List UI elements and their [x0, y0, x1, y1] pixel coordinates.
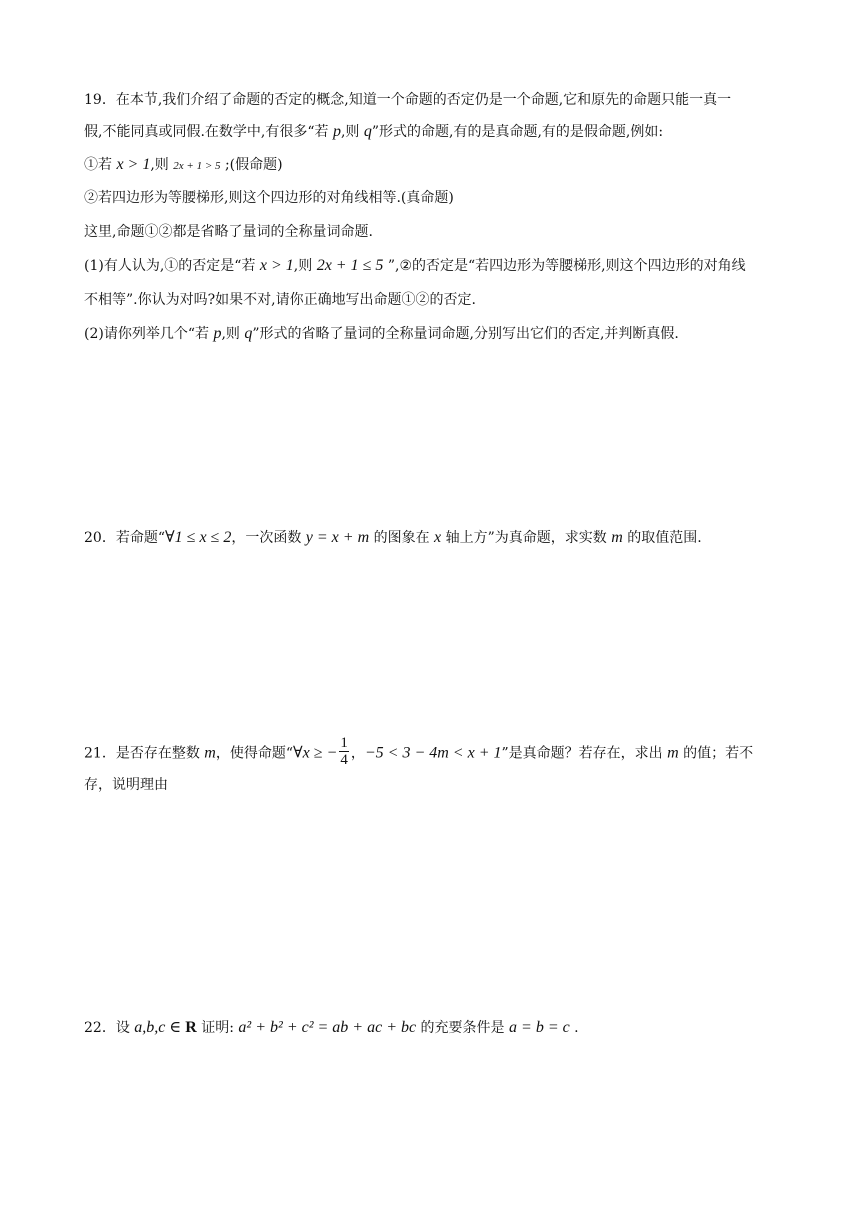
part-2-text: ”形式的省略了量词的全称量词命题,分别写出它们的否定,并判断真假.: [252, 326, 679, 342]
q21-text: 是否存在整数: [115, 745, 205, 762]
math-x: x: [434, 529, 442, 546]
q19-line-1: [84, 90, 731, 110]
math-conclusion: a = b = c: [509, 1019, 570, 1036]
q21-number: 21．: [84, 745, 116, 762]
q19-example-2: ②若四边形为等腰梯形,则这个四边形的对角线相等.(真命题): [84, 190, 454, 206]
math-q: q: [244, 325, 253, 342]
q20-text: 的图象在: [369, 530, 435, 546]
part-2-text: (2)请你列举几个“若: [84, 326, 214, 342]
math-element-of: ∈: [165, 1019, 186, 1036]
q20-text: ，一次函数: [231, 530, 306, 546]
q22-text: .: [569, 1020, 579, 1036]
q19-note: 这里,命题①②都是省略了量词的全称量词命题.: [84, 224, 373, 240]
fraction-one-quarter: [339, 735, 349, 768]
q21-line-2: 存，说明理由: [84, 777, 168, 793]
math-reals: R: [185, 1019, 197, 1036]
q19-stem-line-1: 在本节,我们介绍了命题的否定的概念,知道一个命题的否定仍是一个命题,它和原先的命题只能一真一: [115, 92, 732, 108]
example-1-text: ①若: [84, 157, 117, 173]
math-m: m: [204, 744, 216, 762]
q19-example-1: [84, 155, 283, 176]
q19-number: 19．: [84, 92, 116, 108]
math-condition: x > 1: [116, 156, 151, 173]
q20-line: [84, 528, 702, 548]
math-function: y = x + m: [305, 529, 370, 546]
q21-text: ，使得命题“: [215, 745, 294, 762]
q19-line-2: [84, 122, 663, 142]
q22-number: 22．: [84, 1020, 116, 1036]
q19-part-1-cont: 不相等”.你认为对吗?如果不对,请你正确地写出命题①②的否定.: [84, 292, 477, 308]
part-1-text: ”,②的否定是“若四边形为等腰梯形,则这个四边形的对角线: [383, 258, 746, 274]
math-p: p: [332, 123, 341, 140]
math-condition: x > 1: [259, 257, 294, 274]
example-1-text: ;(假命题): [220, 157, 283, 173]
q21-line-1: [84, 737, 753, 770]
q22-line: [84, 1018, 579, 1038]
q22-text: 的充要条件是: [416, 1020, 510, 1036]
q20-text: 若命题“: [115, 530, 165, 546]
q20-text: 的取值范围.: [622, 530, 702, 546]
math-m: m: [667, 744, 679, 762]
q19-stem-text: ”形式的命题,有的是真命题,有的是假命题,例如:: [371, 124, 664, 140]
fraction-denominator: 4: [340, 752, 348, 768]
q19-stem-text: ,则: [340, 124, 364, 140]
q19-part-2: [84, 324, 679, 344]
math-inequality: −5 < 3 − 4m < x + 1: [364, 744, 502, 762]
math-negated-conclusion: 2x + 1 ≤ 5: [316, 257, 384, 274]
q20-number: 20．: [84, 530, 116, 546]
q21-text: 的值；若不: [678, 745, 754, 762]
q22-text: 证明:: [196, 1020, 239, 1036]
part-2-text: ,则: [221, 326, 245, 342]
q21-text: ，: [350, 745, 365, 762]
math-p: p: [213, 325, 222, 342]
math-range: ∀1 ≤ x ≤ 2: [165, 529, 232, 546]
part-1-text: ,则: [293, 258, 317, 274]
math-forall: ∀x ≥ −: [293, 744, 338, 762]
q22-text: 设: [115, 1020, 135, 1036]
q21-text: ”是真命题？若存在，求出: [501, 745, 668, 762]
math-m: m: [611, 529, 623, 546]
math-conclusion: 2x + 1 > 5: [173, 160, 221, 172]
fraction-numerator: 1: [340, 735, 348, 751]
q19-part-1: [84, 256, 746, 276]
example-1-text: ,则: [150, 157, 174, 173]
q19-stem-text: 假,不能同真或同假.在数学中,有很多“若: [84, 124, 333, 140]
math-equation: a² + b² + c² = ab + ac + bc: [238, 1019, 417, 1036]
math-q: q: [363, 123, 372, 140]
part-1-text: (1)有人认为,①的否定是“若: [84, 258, 260, 274]
math-vars: a,b,c: [134, 1019, 166, 1036]
q20-text: 轴上方”为真命题，求实数: [441, 530, 612, 546]
